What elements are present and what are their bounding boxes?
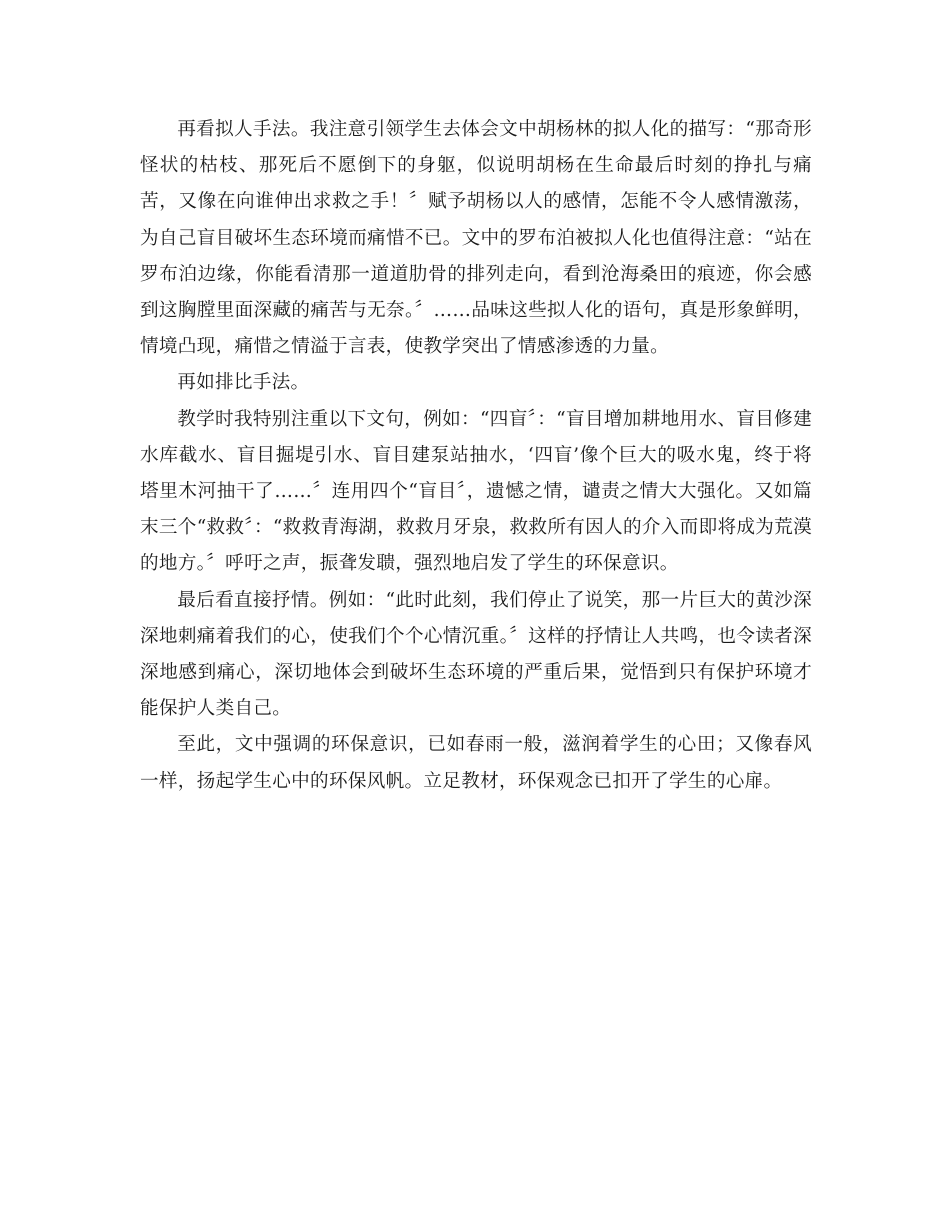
- document-body: [140, 112, 812, 800]
- paragraph-personification: 再看拟人手法。我注意引领学生去体会文中胡杨林的拟人化的描写：“那奇形怪状的枯枝、那死后不愿倒下的身躯，似说明胡杨在生命最后时刻的挣扎与痛苦，又像在向谁伸出求救之手！〞赋予胡杨以人的感情，怎能不令人感情激荡，为自己盲目破坏生态环境而痛惜不已。文中的罗布泊被拟人化也值得注意：“站在罗布泊边缘，你能看清那一道道肋骨的排列走向，看到沧海桑田的痕迹，你会感到这胸膛里面深藏的痛苦与无奈。〞……品味这些拟人化的语句，真是形象鲜明，情境凸现，痛惜之情溢于言表，使教学突出了情感渗透的力量。: [140, 119, 812, 358]
- paragraph-parallelism-intro: 再如排比手法。: [177, 372, 310, 394]
- paragraph-conclusion: 至此，文中强调的环保意识，已如春雨一般，滋润着学生的心田；又像春风一样，扬起学生心中的环保风帆。立足教材，环保观念已扣开了学生的心扉。: [140, 734, 812, 792]
- paragraph-direct-lyricism: 最后看直接抒情。例如：“此时此刻，我们停止了说笑，那一片巨大的黄沙深深地刺痛着我们的心，使我们个个心情沉重。〞这样的抒情让人共鸣，也令读者深深地感到痛心，深切地体会到破坏生态环境的严重后果，觉悟到只有保护环境才能保护人类自己。: [140, 589, 812, 720]
- paragraph-parallelism-examples: 教学时我特别注重以下文句，例如：“四盲〞：“盲目增加耕地用水、盲目修建水库截水、盲目掘堤引水、盲目建泵站抽水，‘四盲’像个巨大的吸水鬼，终于将塔里木河抽干了……〞连用四个“盲目〞，遗憾之情，谴责之情大大强化。又如篇末三个“救救〞：“救救青海湖，救救月牙泉，救救所有因人的介入而即将成为荒漠的地方。〞呼吁之声，振聋发聩，强烈地启发了学生的环保意识。: [140, 408, 812, 575]
